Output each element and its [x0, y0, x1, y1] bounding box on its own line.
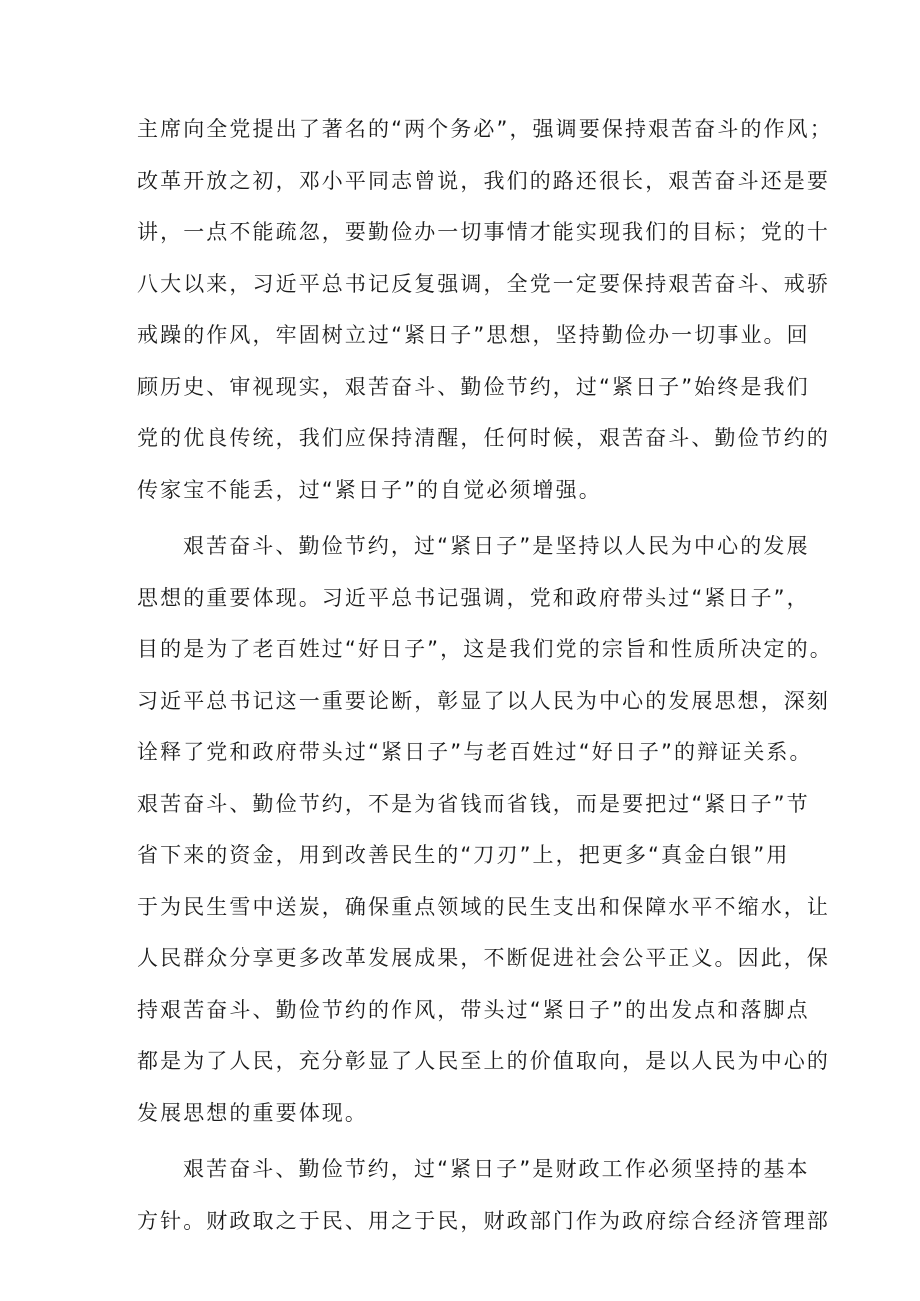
text-line: 改革开放之初，邓小平同志曾说，我们的路还很长，艰苦奋斗还是要: [137, 168, 830, 193]
text-line: 于为民生雪中送炭，确保重点领域的民生支出和保障水平不缩水，让: [137, 894, 830, 919]
document-body: [137, 104, 833, 1247]
text-line: 八大以来，习近平总书记反复强调，全党一定要保持艰苦奋斗、戒骄: [137, 271, 830, 296]
text-line: 艰苦奋斗、勤俭节约，不是为省钱而省钱，而是要把过“紧日子”节: [137, 791, 810, 816]
text-line: 诠释了党和政府带头过“紧日子”与老百姓过“好日子”的辩证关系。: [137, 740, 813, 764]
text-line: 艰苦奋斗、勤俭节约，过“紧日子”是财政工作必须坚持的基本: [183, 1157, 810, 1181]
text-line: 省下来的资金，用到改善民生的“刀刃”上，把更多“真金白银”用: [137, 843, 790, 867]
text-line: 传家宝不能丢，过“紧日子”的自觉必须增强。: [137, 477, 602, 502]
text-line: 戒躁的作风，牢固树立过“紧日子”思想，坚持勤俭办一切事业。回: [137, 323, 810, 347]
text-line: 顾历史、审视现实，艰苦奋斗、勤俭节约，过“紧日子”始终是我们: [137, 374, 810, 399]
text-line: 方针。财政取之于民、用之于民，财政部门作为政府综合经济管理部: [137, 1208, 830, 1233]
text-line: 人民群众分享更多改革发展成果，不断促进社会公平正义。因此，保: [137, 946, 830, 970]
text-line: 思想的重要体现。习近平总书记强调，党和政府带头过“紧日子”，: [137, 585, 810, 610]
text-line: 持艰苦奋斗、勤俭节约的作风，带头过“紧日子”的出发点和落脚点: [137, 997, 810, 1022]
paragraph-3: [137, 1144, 830, 1247]
text-line: 艰苦奋斗、勤俭节约，过“紧日子”是坚持以人民为中心的发展: [183, 534, 810, 558]
text-line: 党的优良传统，我们应保持清醒，任何时候，艰苦奋斗、勤俭节约的: [137, 426, 830, 450]
paragraph-2: [137, 521, 833, 1139]
text-line: 发展思想的重要体现。: [137, 1100, 368, 1125]
text-line: 主席向全党提出了著名的“两个务必”，强调要保持艰苦奋斗的作风；: [137, 117, 833, 141]
text-line: 都是为了人民，充分彰显了人民至上的价值取向，是以人民为中心的: [137, 1049, 830, 1073]
text-line: 习近平总书记这一重要论断，彰显了以人民为中心的发展思想，深刻: [137, 688, 830, 713]
text-line: 目的是为了老百姓过“好日子”，这是我们党的宗旨和性质所决定的。: [137, 637, 833, 661]
paragraph-1: [137, 104, 833, 516]
text-line: 讲，一点不能疏忽，要勤俭办一切事情才能实现我们的目标；党的十: [137, 220, 830, 244]
